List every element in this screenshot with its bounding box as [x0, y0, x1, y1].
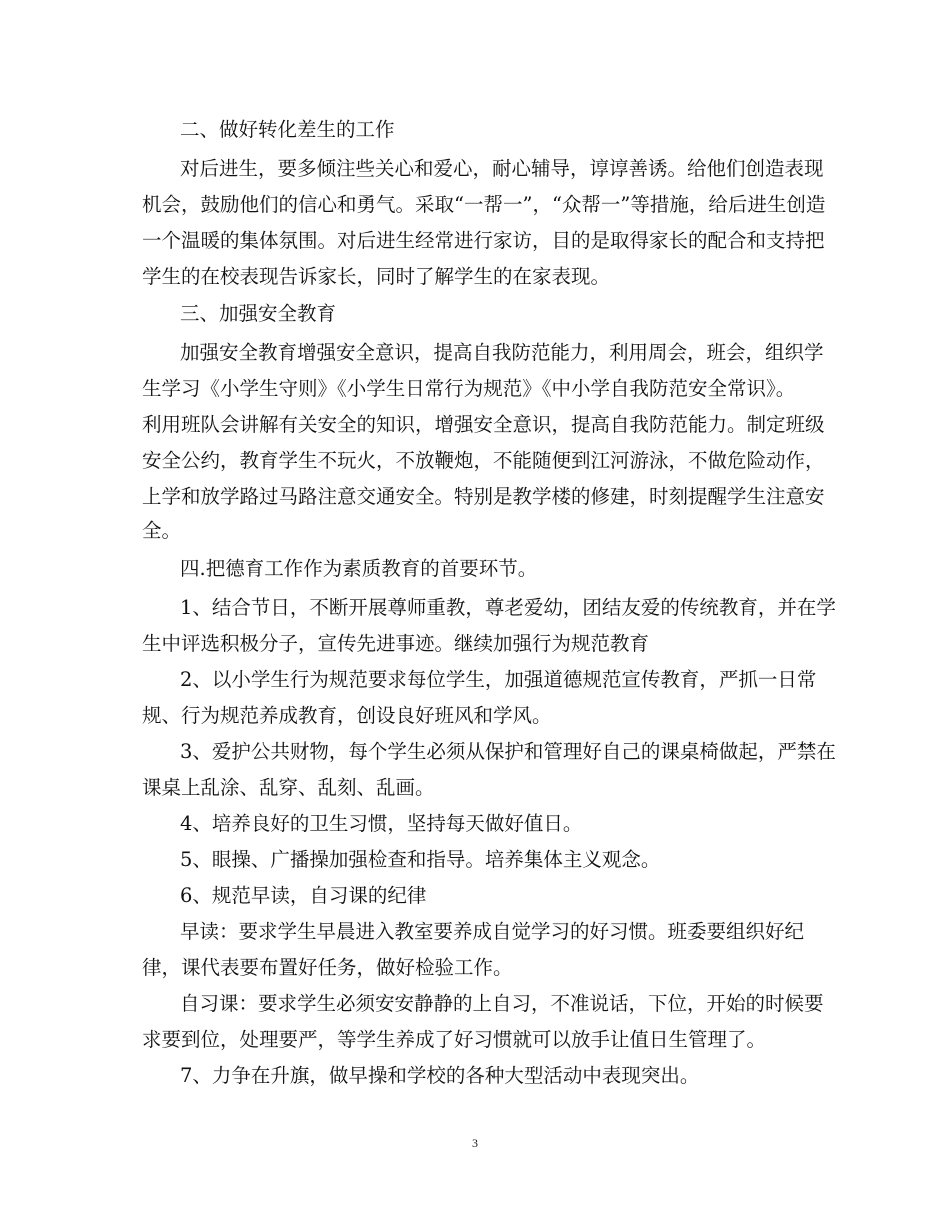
list-item-4: 4、培养良好的卫生习惯，坚持每天做好值日。 — [180, 812, 583, 835]
list-item-7: 7、力争在升旗，做早操和学校的各种大型活动中表现突出。 — [180, 1064, 700, 1087]
paragraph-line: 安全公约，教育学生不玩火，不放鞭炮，不能随便到江河游泳，不做危险动作， — [142, 449, 825, 472]
section-heading-3: 三、加强安全教育 — [180, 302, 337, 325]
paragraph-line: 生学习《小学生守则》《小学生日常行为规范》《中小学自我防范安全常识》。 — [142, 377, 796, 400]
paragraph-line: 律，课代表要布置好任务，做好检验工作。 — [142, 956, 513, 979]
paragraph-line: 早读：要求学生早晨进入教室要养成自觉学习的好习惯。班委要组织好纪 — [180, 920, 805, 943]
paragraph-line: 利用班队会讲解有关安全的知识，增强安全意识，提高自我防范能力。制定班级 — [142, 413, 825, 436]
list-item-1: 1、结合节日，不断开展尊师重教，尊老爱幼，团结友爱的传统教育，并在学 — [180, 596, 836, 619]
paragraph-line: 上学和放学路过马路注意交通安全。特别是教学楼的修建，时刻提醒学生注意安 — [142, 485, 825, 508]
paragraph-line: 学生的在校表现告诉家长，同时了解学生的在家表现。 — [142, 265, 611, 288]
paragraph-line: 自习课：要求学生必须安安静静的上自习，不准说话，下位，开始的时候要 — [180, 992, 824, 1015]
section-heading-2: 二、做好转化差生的工作 — [180, 118, 395, 141]
paragraph-line: 全。 — [142, 519, 182, 542]
section-heading-4: 四.把德育工作作为素质教育的首要环节。 — [180, 557, 538, 580]
paragraph-line: 一个温暖的集体氛围。对后进生经常进行家访，目的是取得家长的配合和支持把 — [142, 229, 825, 252]
paragraph-line: 生中评选积极分子，宣传先进事迹。继续加强行为规范教育 — [142, 632, 650, 655]
paragraph-line: 加强安全教育增强安全意识，提高自我防范能力，利用周会，班会，组织学 — [180, 341, 824, 364]
paragraph-line: 课桌上乱涂、乱穿、乱刻、乱画。 — [142, 776, 435, 799]
paragraph-line: 求要到位，处理要严，等学生养成了好习惯就可以放手让值日生管理了。 — [142, 1028, 767, 1051]
paragraph-line: 规、行为规范养成教育，创设良好班风和学风。 — [142, 704, 552, 727]
paragraph-line: 对后进生，要多倾注些关心和爱心，耐心辅导，谆谆善诱。给他们创造表现 — [180, 157, 824, 180]
list-item-3: 3、爱护公共财物，每个学生必须从保护和管理好自己的课桌椅做起，严禁在 — [180, 740, 836, 763]
page-number: 3 — [472, 1136, 478, 1150]
list-item-2: 2、以小学生行为规范要求每位学生，加强道德规范宣传教育，严抓一日常 — [180, 668, 817, 691]
list-item-6: 6、规范早读，自习课的纪律 — [180, 884, 427, 907]
list-item-5: 5、眼操、广播操加强检查和指导。培养集体主义观念。 — [180, 848, 661, 871]
paragraph-line: 机会，鼓励他们的信心和勇气。采取“一帮一”，“众帮一”等措施，给后进生创造 — [142, 193, 826, 216]
